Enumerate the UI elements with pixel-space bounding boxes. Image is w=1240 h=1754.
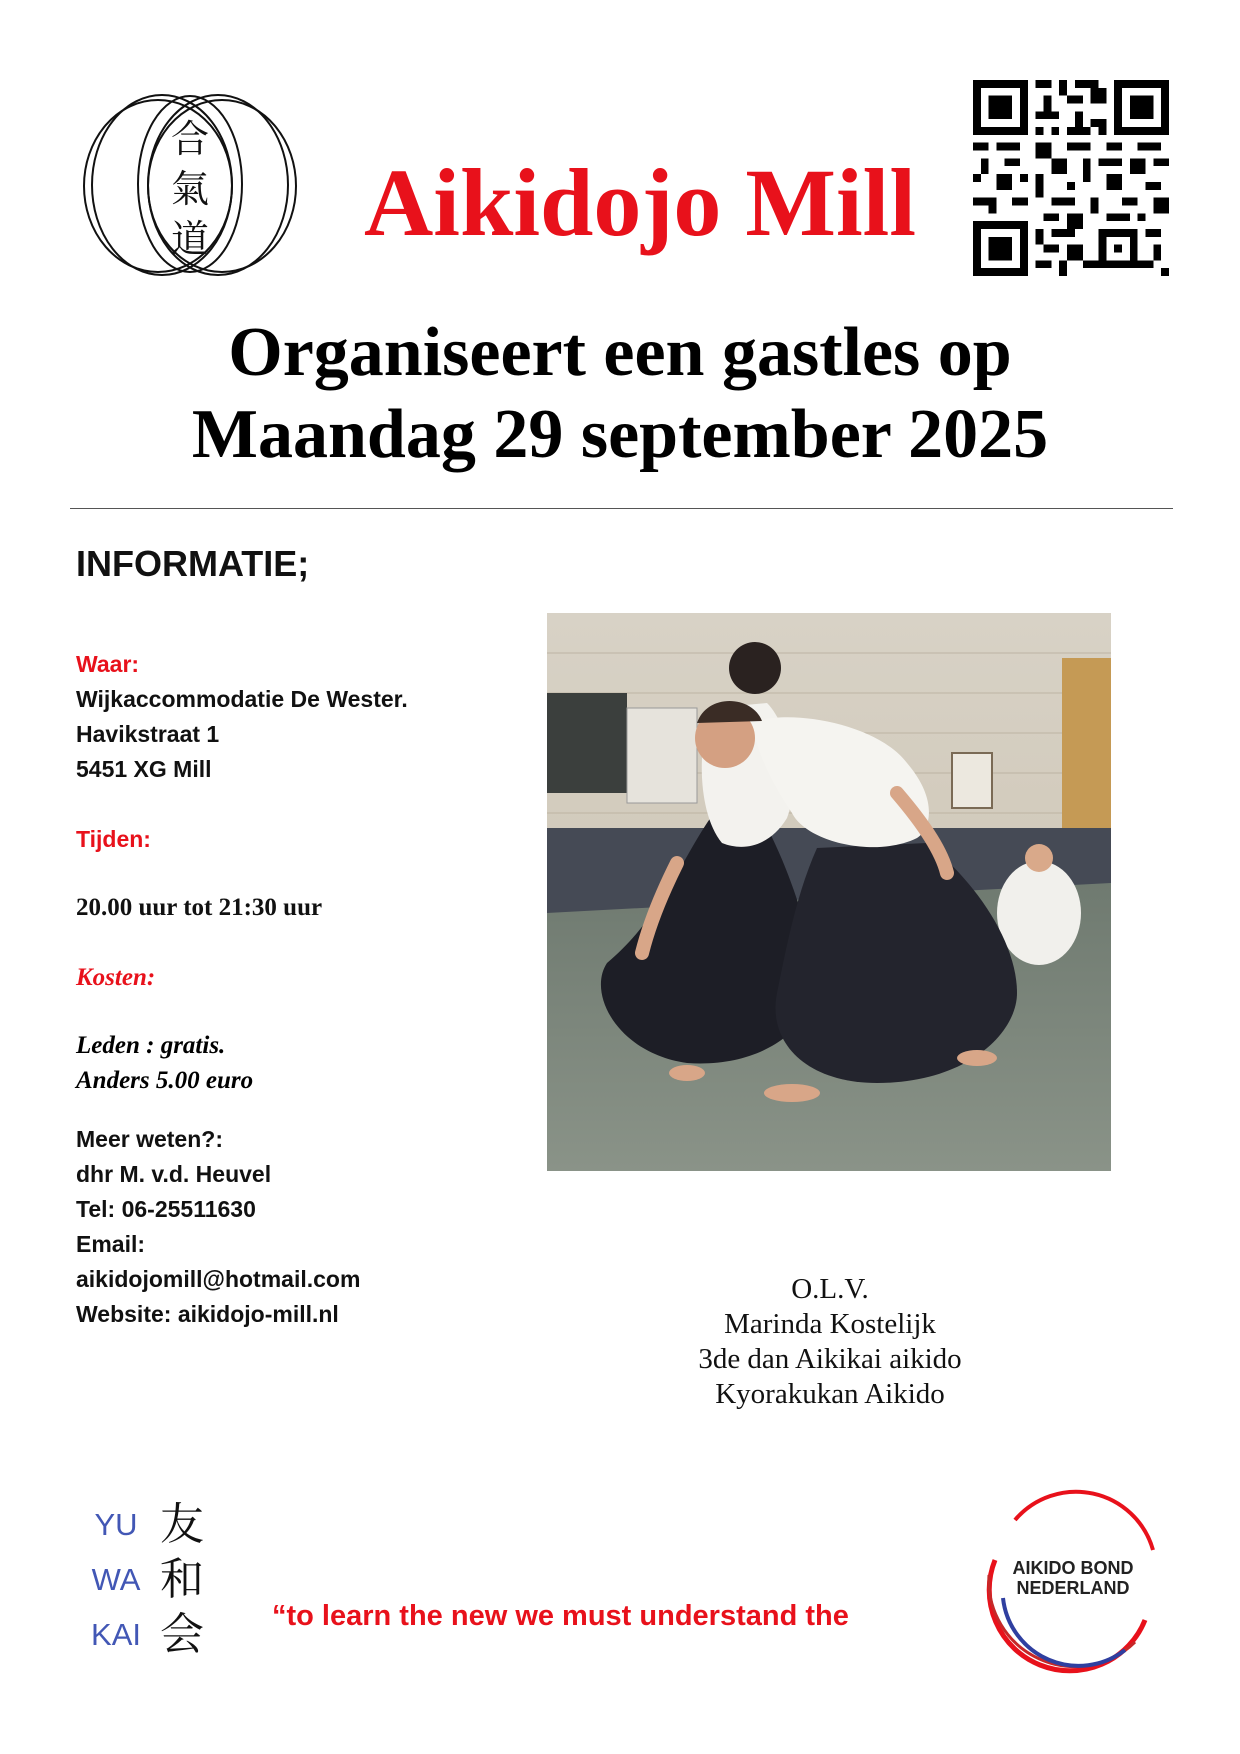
yuwakai-latin: WA: [91, 1562, 141, 1597]
event-subtitle: [70, 312, 1170, 476]
subtitle-line-1: Organiseert een gastles op: [228, 314, 1012, 391]
yuwakai-kanji: 友: [160, 1499, 204, 1550]
logo-kanji-2: 氣: [170, 167, 210, 211]
contact-website[interactable]: Website: aikidojo-mill.nl: [76, 1301, 339, 1327]
instructor-rank: 3de dan Aikikai aikido: [698, 1343, 962, 1375]
contact-email[interactable]: aikidojomill@hotmail.com: [76, 1266, 361, 1292]
instructor-school: Kyorakukan Aikido: [715, 1378, 945, 1410]
contact-name: dhr M. v.d. Heuvel: [76, 1161, 272, 1187]
yuwakai-row: [86, 1497, 226, 1552]
tijden-value: 20.00 uur tot 21:30 uur: [76, 894, 323, 921]
logo-kanji-3: 道: [170, 217, 210, 261]
quote-text: “to learn the new we must understand the: [272, 1600, 849, 1632]
olv-label: O.L.V.: [791, 1273, 869, 1305]
contact-email-label: Email:: [76, 1231, 146, 1257]
bond-logo-line1: AIKIDO BOND: [1012, 1558, 1134, 1578]
yuwakai-row: [86, 1607, 226, 1662]
address-line: Havikstraat 1: [76, 721, 220, 747]
bond-logo-line2: NEDERLAND: [1016, 1578, 1130, 1598]
aikido-logo: [80, 88, 300, 283]
contact-line: Meer weten?:: [76, 1126, 223, 1152]
page-title: Aikidojo Mill: [363, 149, 917, 256]
location-block: [76, 647, 536, 787]
yuwakai-row: [86, 1552, 226, 1607]
contact-phone[interactable]: Tel: 06-25511630: [76, 1196, 256, 1222]
divider: [70, 508, 1173, 509]
waar-label: Waar:: [76, 651, 140, 677]
aikido-bond-logo: [975, 1480, 1171, 1676]
yuwakai-latin: YU: [94, 1507, 138, 1542]
yuwakai-logo: [86, 1497, 226, 1667]
address-line: 5451 XG Mill: [76, 756, 212, 782]
logo-kanji-1: 合: [170, 117, 210, 161]
kosten-line: Anders 5.00 euro: [76, 1067, 254, 1094]
tijden-label: Tijden:: [76, 826, 151, 852]
yuwakai-latin: KAI: [91, 1617, 141, 1652]
instructor-name: Marinda Kostelijk: [724, 1308, 936, 1340]
yuwakai-kanji: 和: [160, 1554, 204, 1605]
contact-block: [76, 1122, 536, 1332]
subtitle-line-2: Maandag 29 september 2025: [191, 396, 1049, 473]
info-heading: INFORMATIE;: [76, 543, 310, 584]
yuwakai-kanji: 会: [160, 1609, 204, 1660]
kosten-label: Kosten:: [76, 964, 156, 991]
qr-code[interactable]: [973, 80, 1169, 276]
kosten-block: [76, 1028, 536, 1098]
kosten-line: Leden : gratis.: [76, 1032, 226, 1059]
address-line: Wijkaccommodatie De Wester.: [76, 686, 408, 712]
aikido-practice-photo: [547, 613, 1111, 1171]
instructor-block: [650, 1272, 1010, 1412]
